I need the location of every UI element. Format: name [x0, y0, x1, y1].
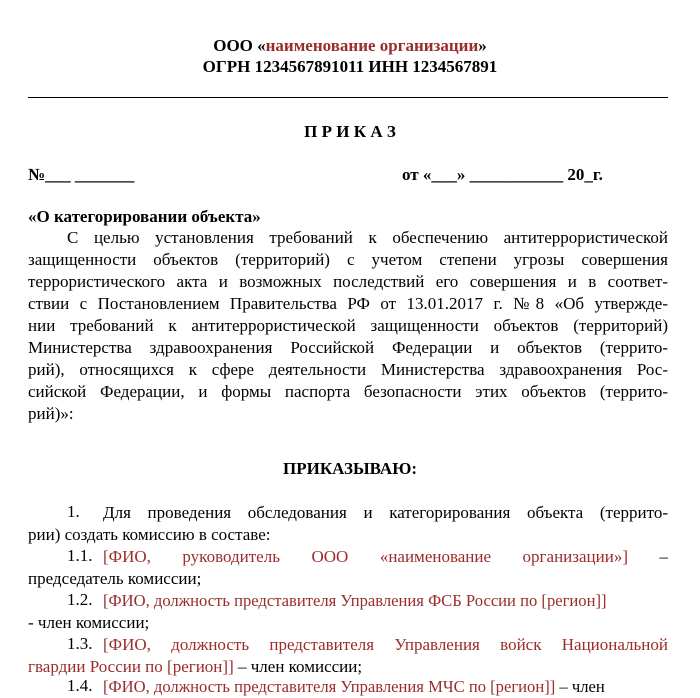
preamble-line: нии требований к антитеррористической защищенности объектов (территорий)	[28, 316, 668, 335]
sub-item-text: [ФИО, руководитель ООО «наименование организации»] –	[103, 547, 668, 566]
preamble-line: Министерства здравоохранения Российской Федерации и объектов (террито-	[28, 338, 668, 357]
sub-item-text: [ФИО, должность представителя Управления ФСБ России по [регион]]	[103, 591, 607, 610]
item-text: рии) создать комиссию в составе:	[28, 525, 271, 544]
org-name-placeholder: наименование организации	[265, 36, 479, 55]
order-subject: «О категорировании объекта»	[28, 207, 261, 226]
preamble-line: защищенности объектов (территорий) с учетом степени угрозы совершения	[28, 250, 668, 269]
order-heading: ПРИКАЗЫВАЮ:	[282, 459, 418, 478]
item-text: Для проведения обследования и категорирования объекта (террито-	[103, 503, 668, 522]
sub-item-continuation: гвардии России по [регион]] – член комиссии;	[28, 657, 363, 676]
sub-item-text: [ФИО, должность представителя Управления войск Национальной	[103, 635, 668, 654]
preamble-line: С целью установления требований к обеспечению антитеррористической	[67, 228, 668, 247]
document-title: П Р И К А З	[304, 122, 396, 141]
preamble-line: рий)»:	[28, 404, 74, 423]
preamble-line: террористического акта и возможных последствий его совершения и в соответ-	[28, 272, 668, 291]
preamble-line: рий), относящихся к сфере деятельности Министерства здравоохранения Рос-	[28, 360, 668, 379]
item-number: 1.	[67, 502, 80, 521]
order-number: №___ _______	[28, 165, 135, 184]
sub-item-continuation: - член комиссии;	[28, 613, 150, 632]
sub-item-number: 1.2.	[67, 590, 93, 609]
sub-item-number: 1.3.	[67, 634, 93, 653]
sub-item-text: [ФИО, должность представителя Управления МЧС по [регион]] – член	[103, 677, 605, 696]
ogrn-inn-line: ОГРН 1234567891011 ИНН 1234567891	[202, 57, 498, 76]
preamble-line: сийской Федерации, и формы паспорта безопасности этих объектов (террито-	[28, 382, 668, 401]
org-name-line: ООО «наименование организации»	[213, 36, 487, 55]
sub-item-number: 1.1.	[67, 546, 93, 565]
preamble-line: ствии с Постановлением Правительства РФ от 13.01.2017 г. №8 «Об утвержде-	[28, 294, 668, 313]
header-divider	[28, 97, 668, 98]
sub-item-number: 1.4.	[67, 676, 93, 695]
sub-item-continuation: председатель комиссии;	[28, 569, 202, 588]
order-date: от «___» ___________ 20_г.	[402, 165, 603, 184]
